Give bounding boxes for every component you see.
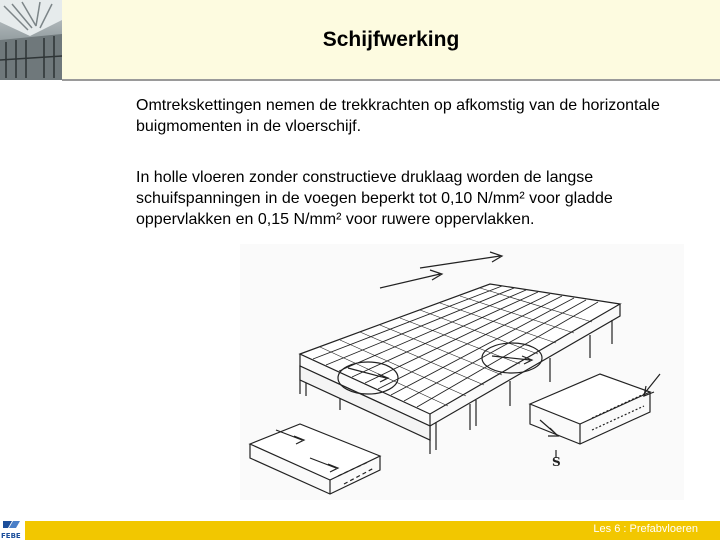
shear-label: S [552,455,561,469]
header-divider [62,79,720,81]
header-photo [0,0,62,80]
svg-text:FEBE: FEBE [1,532,21,540]
paragraph-holle-vloeren: In holle vloeren zonder constructieve druklaag worden de langse schuifspanningen in de voegen beperkt tot 0,10 N/mm² voor gladde oppervlakken en 0,15 N/mm² voor ruwere oppervlakken. [136,169,613,228]
building-photo-icon [0,0,62,80]
paragraph-omtrekskettingen: Omtrekskettingen nemen de trekkrachten op afkomstig van de horizontale buigmomenten in de vloerschijf. [136,97,660,135]
slide-title: Schijfwerking [322,28,460,51]
footer-bar [25,521,720,540]
floor-slab-drawing [240,244,684,500]
footer-text: Les 6 : Prefabvloeren [593,523,698,535]
febe-logo [0,519,25,540]
slide-header [0,0,720,80]
floor-diaphragm-figure [240,244,684,500]
